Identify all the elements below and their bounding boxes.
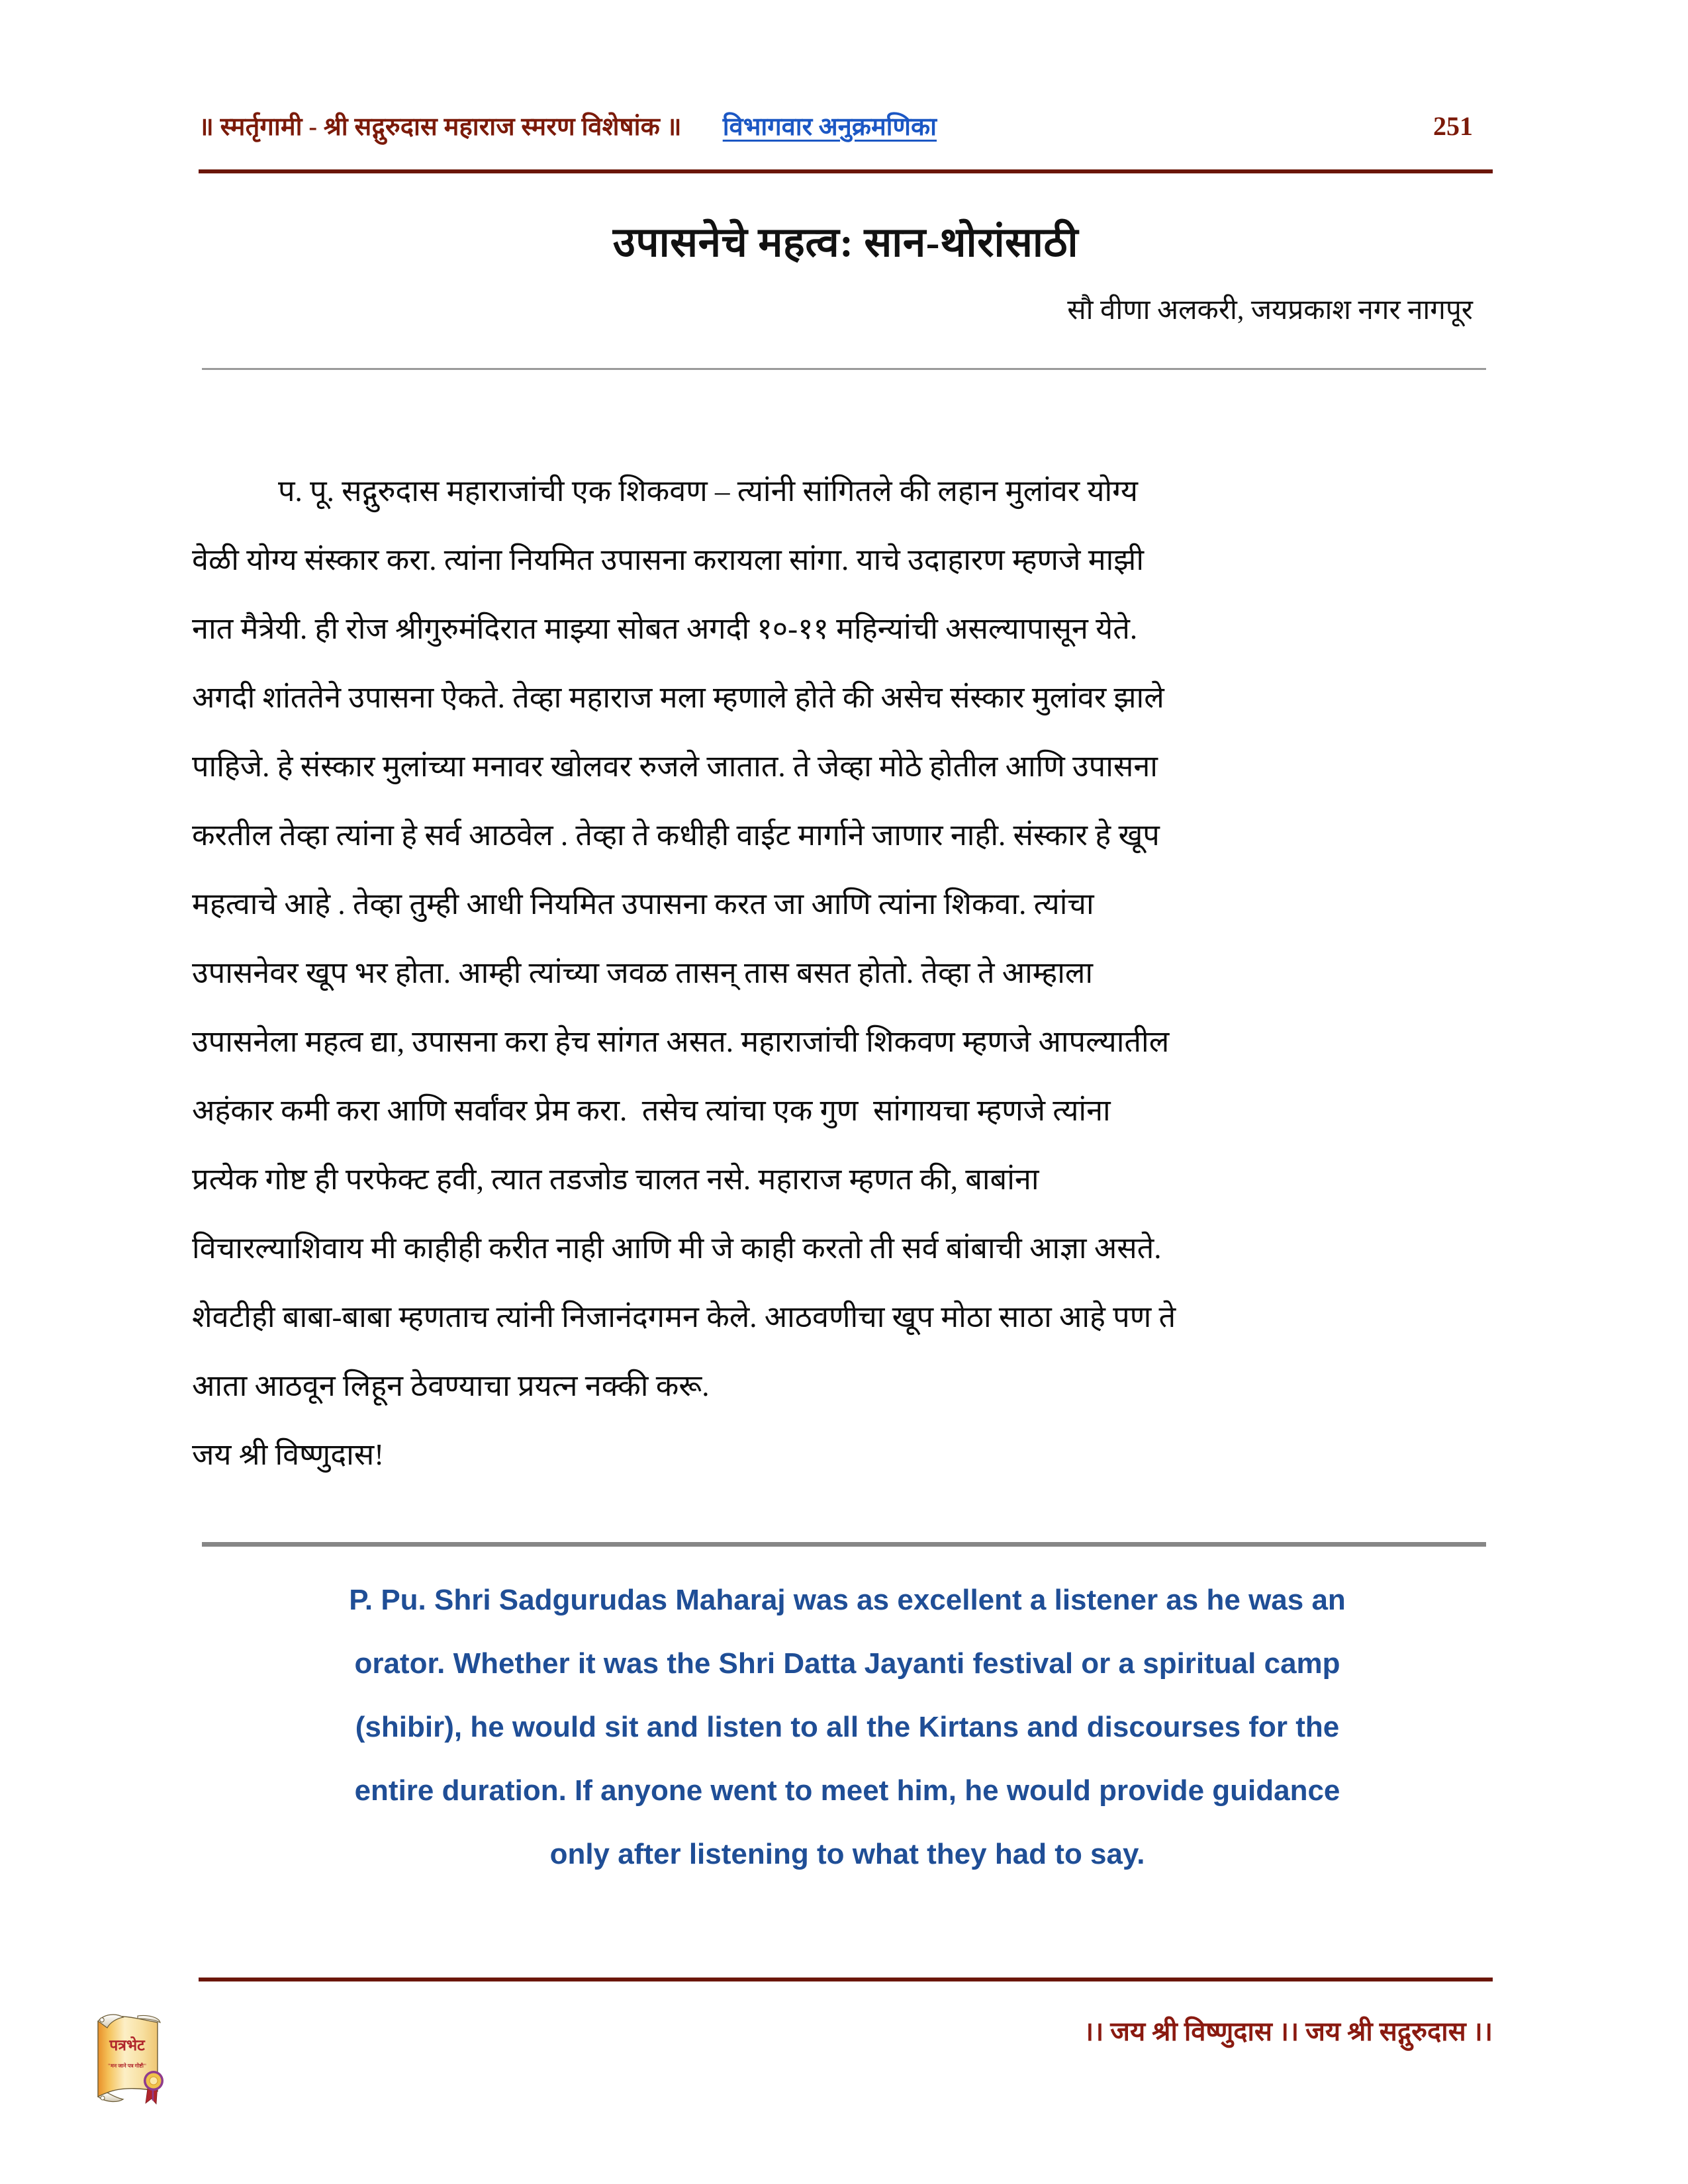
body-line: महत्वाचे आहे . तेव्हा तुम्ही आधी नियमित उपासना करत जा आणि त्यांना शिकवा. त्यांचा (192, 887, 1094, 921)
body-line: उपासनेला महत्व द्या, उपासना करा हेच सांगत असत. महाराजांची शिकवण म्हणजे आपल्यातील (192, 1025, 1170, 1058)
body-line: प. पू. सद्गुरुदास महाराजांची एक शिकवण – त्यांनी सांगितले की लहान मुलांवर योग्य (278, 475, 1138, 508)
body-line: पाहिजे. हे संस्कार मुलांच्या मनावर खोलवर रुजले जातात. ते जेव्हा मोठे होतील आणि उपासना (192, 750, 1158, 783)
body-line: शेवटीही बाबा-बाबा म्हणताच त्यांनी निजानंदगमन केले. आठवणीचा खूप मोठा साठा आहे पण ते (192, 1300, 1176, 1334)
logo-title-text: पत्रभेट (109, 2037, 145, 2054)
header-publication-title: ॥ स्मर्तृगामी - श्री सद्गुरुदास महाराज स्मरण विशेषांक ॥ (199, 113, 682, 141)
page-number: 251 (1433, 111, 1473, 141)
english-note (212, 1569, 1483, 1886)
article-body (192, 457, 1503, 1489)
body-line-signoff: जय श्री विष्णुदास! (192, 1438, 385, 1471)
body-line: आता आठवून लिहून ठेवण्याचा प्रयत्न नक्की करू. (192, 1369, 710, 1402)
article-byline: सौ वीणा अलकरी, जयप्रकाश नगर नागपूर (1067, 295, 1473, 326)
patrabhet-scroll-logo (85, 2007, 172, 2111)
english-note-line: entire duration. If anyone went to meet him, he would provide guidance (354, 1774, 1340, 1807)
body-line: अहंकार कमी करा आणि सर्वांवर प्रेम करा. तसेच त्यांचा एक गुण सांगायचा म्हणजे त्यांना (192, 1094, 1111, 1127)
footer-divider (199, 1978, 1493, 1981)
body-line: करतील तेव्हा त्यांना हे सर्व आठवेल . तेव्हा ते कधीही वाईट मार्गाने जाणार नाही. संस्कार हे खूप (192, 819, 1160, 852)
page-header (199, 99, 1493, 152)
body-line: नात मैत्रेयी. ही रोज श्रीगुरुमंदिरात माझ्या सोबत अगदी १०-११ महिन्यांची असल्यापासून येते. (192, 612, 1138, 645)
footer-mantra: ।। जय श्री विष्णुदास ।। जय श्री सद्गुरुदास ।। (1083, 2017, 1493, 2046)
section-index-link[interactable]: विभागवार अनुक्रमणिका (722, 113, 937, 141)
body-line: प्रत्येक गोष्ट ही परफेक्ट हवी, त्यात तडजोड चालत नसे. महाराज म्हणत की, बाबांना (192, 1163, 1039, 1196)
article-title: उपासनेचे महत्व: सान-थोरांसाठी (612, 220, 1079, 265)
body-line: विचारल्याशिवाय मी काहीही करीत नाही आणि मी जे काही करतो ती सर्व बांबाची आज्ञा असते. (192, 1232, 1162, 1265)
logo-tagline-text: "मन जाने पत्र गोष्टी" (107, 2063, 147, 2069)
body-line: उपासनेवर खूप भर होता. आम्ही त्यांच्या जवळ तासन् तास बसत होतो. तेव्हा ते आम्हाला (192, 956, 1094, 989)
header-divider (199, 169, 1493, 173)
english-note-divider (202, 1542, 1486, 1547)
english-note-line: only after listening to what they had to say. (549, 1838, 1145, 1870)
body-line: वेळी योग्य संस्कार करा. त्यांना नियमित उपासना करायला सांगा. याचे उदाहारण म्हणजे माझी (192, 543, 1144, 576)
title-divider (202, 368, 1486, 370)
english-note-line: P. Pu. Shri Sadgurudas Maharaj was as excellent a listener as he was an (349, 1584, 1346, 1616)
english-note-line: (shibir), he would sit and listen to all the Kirtans and discourses for the (355, 1711, 1340, 1743)
english-note-line: orator. Whether it was the Shri Datta Jayanti festival or a spiritual camp (354, 1647, 1340, 1680)
body-line: अगदी शांततेने उपासना ऐकते. तेव्हा महाराज मला म्हणाले होते की असेच संस्कार मुलांवर झाले (192, 681, 1164, 714)
